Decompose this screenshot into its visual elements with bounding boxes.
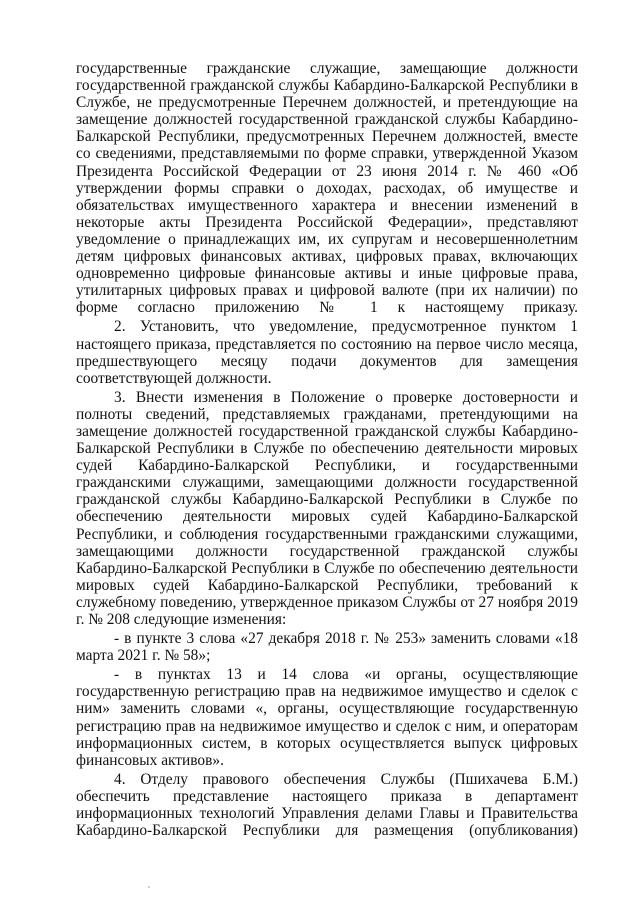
scan-speck (148, 886, 150, 888)
paragraph-item-4: 4. Отделу правового обеспечения Службы (Пшихачева Б.М.) обеспечить представление настоящего приказа в департамент информационных технологий Управления делами Главы и Правительства Кабардино-Балкарской Республики для размещения (опубликования) (76, 770, 578, 840)
paragraph-amendment-points-13-14: - в пунктах 13 и 14 слова «и органы, осуществляющие государственную регистрацию прав на недвижимое имущество и сделок с ним» заменить словами «, органы, осуществляющие государственную регистрацию прав на недвижимое имущество и сделок с ним, и операторам информационных систем, в которых осуществляется выпуск цифровых финансовых активов». (76, 666, 578, 769)
paragraph-intro-continuation: государственные гражданские служащие, замещающие должности государственной гражданской службы Кабардино-Балкарской Республики в Службе, не предусмотренные Перечнем должностей, и претендующие на замещение должностей государственной гражданской службы Кабардино-Балкарской Республики, предусмотренных Перечнем должностей, вместе со сведениями, представляемыми по форме справки, утвержденной Указом Президента Российской Федерации от 23 июня 2014 г. № 460 «Об утверждении формы справки о доходах, расходах, об имуществе и обязательствах имущественного характера и внесении изменений в некоторые акты Президента Российской Федерации», представляют уведомление о принадлежащих им, их супругам и несовершеннолетним детям цифровых финансовых активах, цифровых правах, включающих одновременно цифровые финансовые активы и иные цифровые права, утилитарных цифровых правах и цифровой валюте (при их наличии) по форме согласно приложению № 1 к настоящему приказу. (76, 60, 578, 317)
paragraph-item-2: 2. Установить, что уведомление, предусмотренное пунктом 1 настоящего приказа, представляется по состоянию на первое число месяца, предшествующего месяцу подачи документов для замещения соответствующей должности. (76, 318, 578, 387)
paragraph-item-3: 3. Внести изменения в Положение о проверке достоверности и полноты сведений, представляемых гражданами, претендующими на замещение должностей государственной гражданской службы Кабардино-Балкарской Республики в Службе по обеспечению деятельности мировых судей Кабардино-Балкарской Республики, и государственными гражданскими служащими, замещающими должности государственной гражданской службы Кабардино-Балкарской Республики в Службе по обеспечению деятельности мировых судей Кабардино-Балкарской Республики, и соблюдения государственными гражданскими служащими, замещающими должности государственной гражданской службы Кабардино-Балкарской Республики в Службе по обеспечению деятельности мировых судей Кабардино-Балкарской Республики, требований к служебному поведению, утвержденное приказом Службы от 27 ноября 2019 г. № 208 следующие изменения: (76, 388, 578, 628)
document-page (76, 60, 578, 839)
paragraph-amendment-point-3: - в пункте 3 слова «27 декабря 2018 г. № 253» заменить словами «18 марта 2021 г. № 58»; (76, 630, 578, 665)
